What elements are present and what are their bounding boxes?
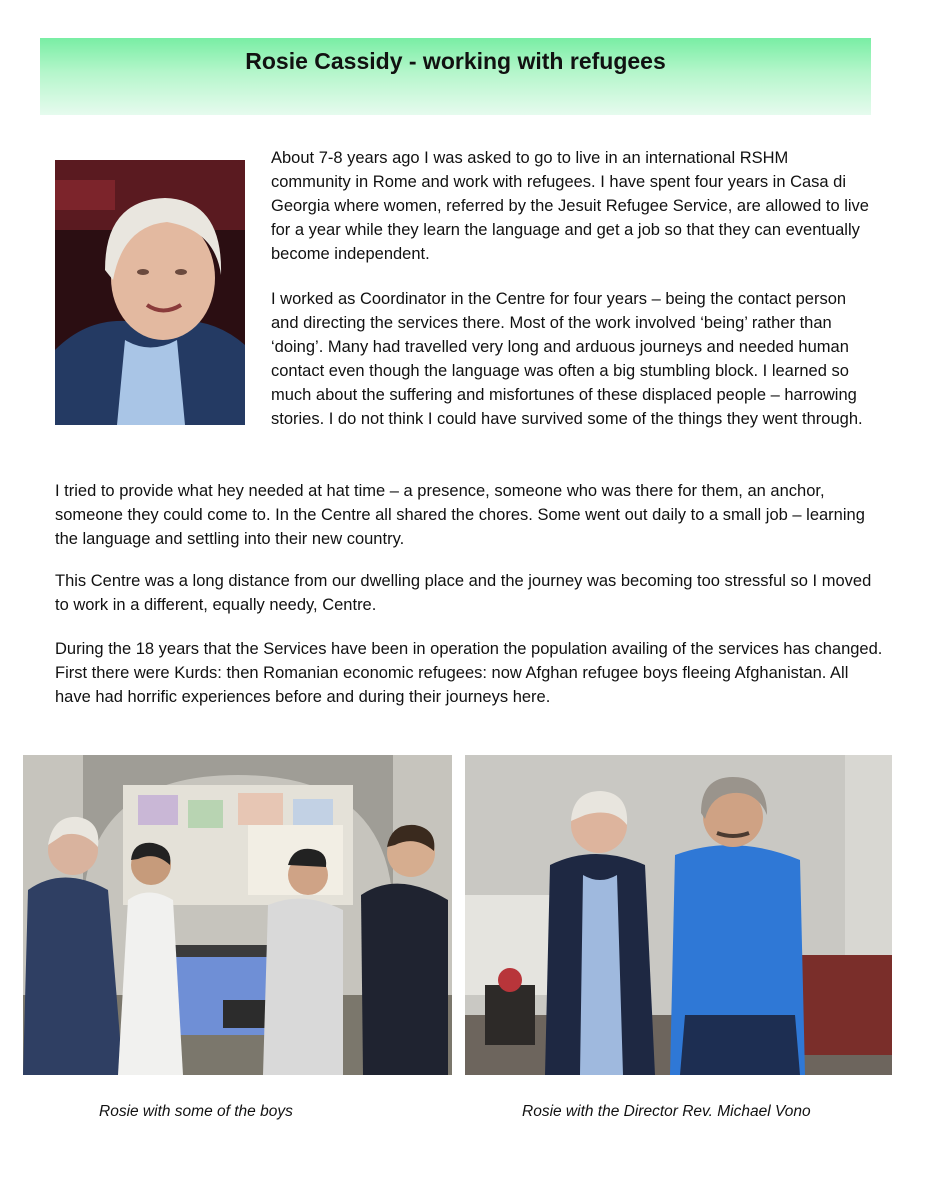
- portrait-photo: [55, 160, 245, 425]
- article-paragraph-4: This Centre was a long distance from our dwelling place and the journey was becoming too stressful so I moved to work in a different, equally needy, Centre.: [55, 572, 872, 614]
- article-paragraph-5: During the 18 years that the Services have been in operation the population availing of the services has changed. First there were Kurds: then Romanian economic refugees: now Afghan refugee boys fleeing Afghanistan. All have had horrific experiences before and during their journeys here.: [55, 640, 883, 706]
- photo-rosie-with-boys: [23, 755, 452, 1075]
- photo-rosie-with-director: [465, 755, 892, 1075]
- title-banner: [40, 38, 871, 115]
- page-title: Rosie Cassidy - working with refugees: [245, 48, 666, 74]
- caption-rosie-with-director: Rosie with the Director Rev. Michael Vono: [522, 1103, 811, 1120]
- article-paragraph-1: About 7-8 years ago I was asked to go to live in an international RSHM community in Rome and work with refugees. I have spent four years in Casa di Georgia where women, referred by the Jesuit Refugee Service, are allowed to live for a year while they learn the language and get a job so that they can eventually become independent.: [271, 149, 869, 263]
- caption-rosie-with-boys: Rosie with some of the boys: [99, 1103, 293, 1120]
- article-paragraph-3: I tried to provide what hey needed at hat time – a presence, someone who was there for them, an anchor, someone they could come to. In the Centre all shared the chores. Some went out daily to a small job – learning the language and settling into their new country.: [55, 482, 865, 548]
- article-paragraph-2: I worked as Coordinator in the Centre for four years – being the contact person and directing the services there. Most of the work involved ‘being’ rather than ‘doing’. Many had travelled very long and arduous journeys and needed human contact even though the language was often a big stumbling block. I learned so much about the suffering and misfortunes of these displaced people – harrowing stories. I do not think I could have survived some of the things they went through.: [271, 290, 863, 428]
